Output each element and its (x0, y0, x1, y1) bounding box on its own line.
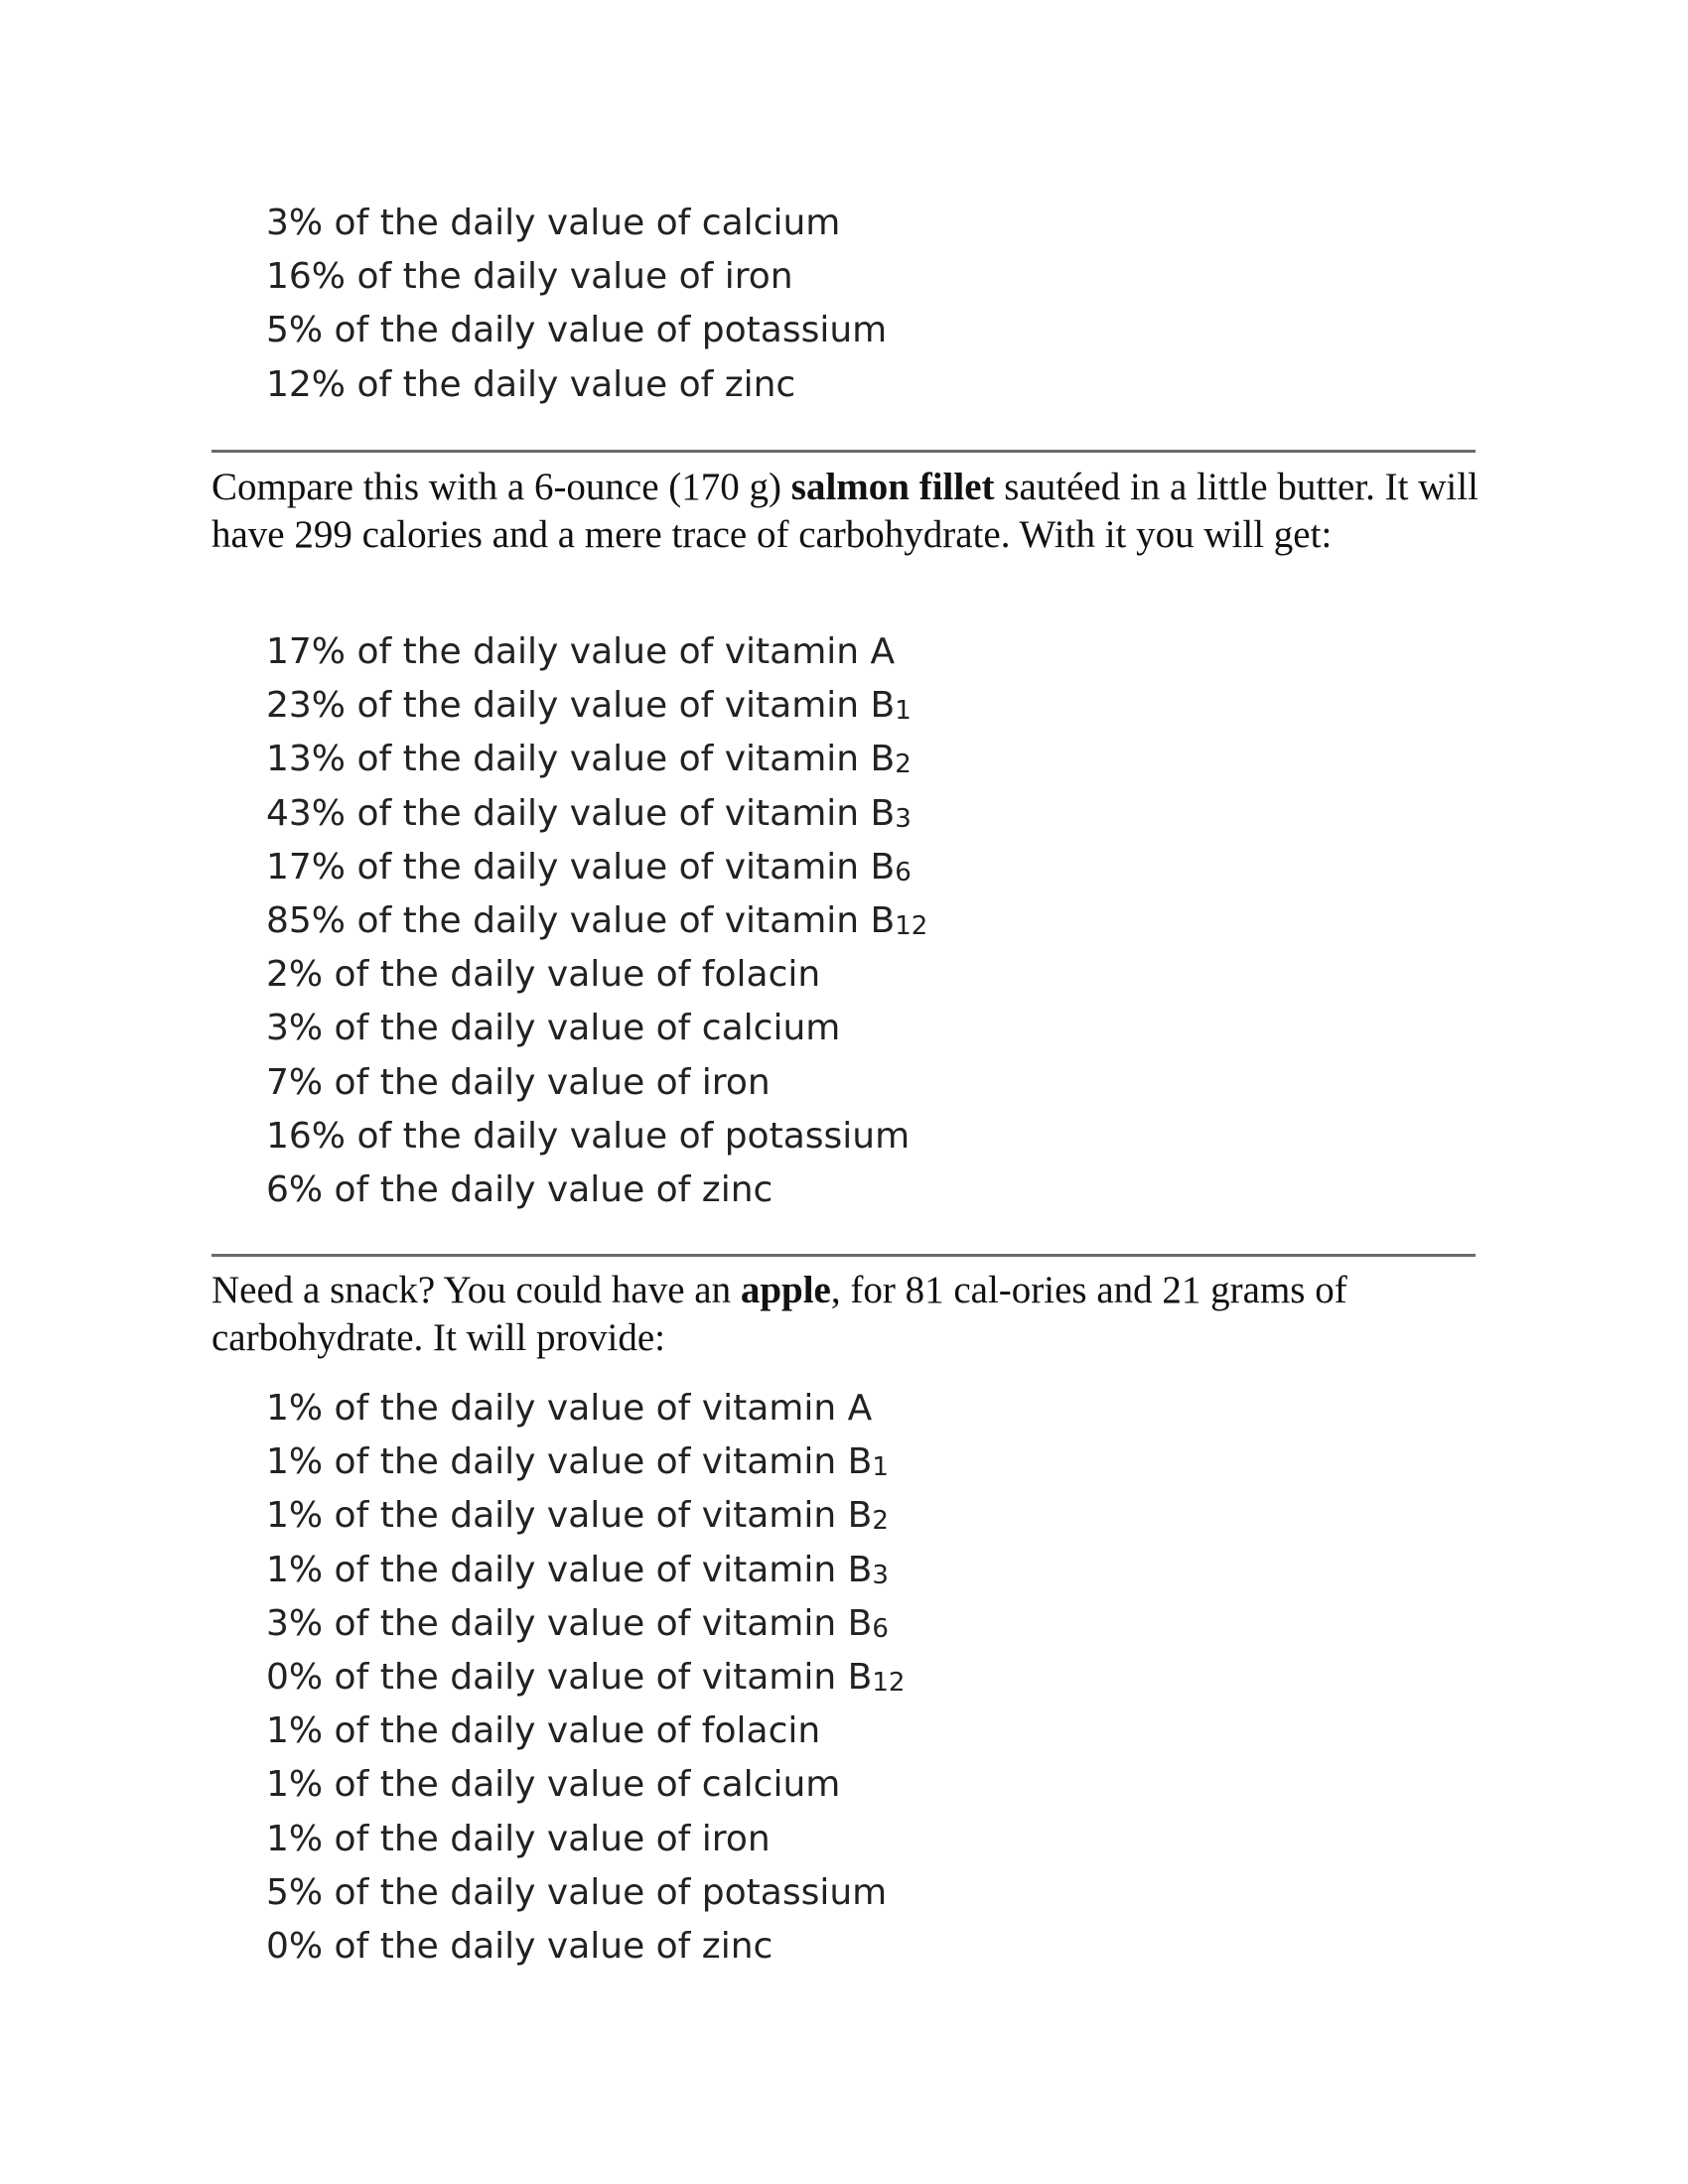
nutrient-text: 12% of the daily value of zinc (266, 363, 796, 405)
section-divider (211, 450, 1476, 453)
nutrient-text: 3% of the daily value of vitamin B (266, 1602, 873, 1644)
salmon-fillet-bold: salmon fillet (790, 466, 995, 508)
vitamin-subscript: 2 (895, 750, 912, 780)
nutrient-item (266, 787, 927, 841)
nutrient-text: 3% of the daily value of calcium (266, 1008, 841, 1049)
vitamin-subscript: 6 (895, 857, 912, 887)
nutrient-item (266, 358, 887, 412)
nutrient-item (266, 1056, 927, 1110)
section-divider (211, 1254, 1476, 1257)
nutrient-item (266, 250, 887, 304)
apple-paragraph (211, 1267, 1492, 1362)
nutrient-item (266, 1163, 927, 1217)
nutrient-text: 85% of the daily value of vitamin B (266, 899, 896, 941)
salmon-paragraph (211, 464, 1492, 559)
nutrient-item (266, 1866, 905, 1920)
nutrient-text: 43% of the daily value of vitamin B (266, 792, 896, 834)
nutrient-item (266, 948, 927, 1002)
nutrient-item (266, 625, 927, 679)
nutrient-text: 16% of the daily value of iron (266, 256, 793, 298)
salmon-intro-end: sautéed in a little butter. It will have 299 calories and a mere trace of carbohydrate. With it you will get: (211, 466, 1478, 556)
apple-intro-start: Need a snack? You could have an (211, 1269, 741, 1311)
nutrient-text: 6% of the daily value of zinc (266, 1168, 774, 1210)
nutrient-text: 1% of the daily value of vitamin B (266, 1495, 873, 1537)
vitamin-subscript: 1 (895, 696, 912, 727)
nutrient-item (266, 1651, 905, 1705)
nutrient-item (266, 1813, 905, 1866)
apple-intro-end: , for 81 cal-ories and 21 grams of carbohydrate. It will provide: (211, 1269, 1347, 1359)
salmon-intro-start: Compare this with a 6-ounce (170 g) (211, 466, 791, 508)
nutrient-item (266, 1920, 905, 1974)
nutrient-item (266, 1597, 905, 1651)
vitamin-subscript: 3 (895, 803, 912, 834)
nutrient-item (266, 1382, 905, 1435)
nutrient-text: 17% of the daily value of vitamin B (266, 846, 896, 887)
nutrient-text: 1% of the daily value of folacin (266, 1710, 821, 1752)
nutrient-item (266, 1110, 927, 1163)
vitamin-subscript: 12 (895, 910, 928, 941)
nutrient-text: 0% of the daily value of vitamin B (266, 1656, 873, 1698)
nutrient-text: 1% of the daily value of calcium (266, 1764, 841, 1806)
nutrient-text: 5% of the daily value of potassium (266, 310, 888, 351)
vitamin-subscript: 12 (872, 1667, 906, 1698)
vitamin-subscript: 2 (872, 1506, 889, 1537)
nutrient-text: 3% of the daily value of calcium (266, 203, 841, 243)
vitamin-subscript: 1 (872, 1452, 889, 1483)
nutrient-list-apple (266, 1382, 905, 1974)
nutrient-text: 2% of the daily value of folacin (266, 954, 821, 996)
nutrient-item (266, 1002, 927, 1055)
nutrient-text: 1% of the daily value of vitamin A (266, 1388, 873, 1429)
nutrient-item (266, 304, 887, 357)
vitamin-subscript: 6 (872, 1613, 889, 1644)
nutrient-text: 13% of the daily value of vitamin B (266, 739, 896, 780)
nutrient-item (266, 1544, 905, 1597)
nutrient-list-salmon (266, 625, 927, 1217)
nutrient-item (266, 894, 927, 948)
nutrient-list-section1 (266, 197, 887, 412)
nutrient-text: 7% of the daily value of iron (266, 1061, 771, 1103)
nutrient-text: 16% of the daily value of potassium (266, 1115, 911, 1157)
nutrient-text: 17% of the daily value of vitamin A (266, 631, 896, 672)
vitamin-subscript: 3 (872, 1560, 889, 1590)
nutrient-item (266, 679, 927, 733)
nutrient-item (266, 841, 927, 894)
nutrient-text: 0% of the daily value of zinc (266, 1925, 774, 1967)
nutrient-item (266, 733, 927, 786)
nutrient-item (266, 1489, 905, 1543)
nutrient-item (266, 197, 887, 250)
apple-bold: apple (740, 1269, 831, 1311)
nutrient-text: 1% of the daily value of vitamin B (266, 1549, 873, 1590)
nutrient-text: 23% of the daily value of vitamin B (266, 685, 896, 727)
nutrient-item (266, 1705, 905, 1758)
nutrient-text: 5% of the daily value of potassium (266, 1871, 888, 1913)
nutrient-item (266, 1435, 905, 1489)
nutrient-item (266, 1758, 905, 1812)
nutrient-text: 1% of the daily value of vitamin B (266, 1441, 873, 1483)
nutrient-text: 1% of the daily value of iron (266, 1818, 771, 1859)
